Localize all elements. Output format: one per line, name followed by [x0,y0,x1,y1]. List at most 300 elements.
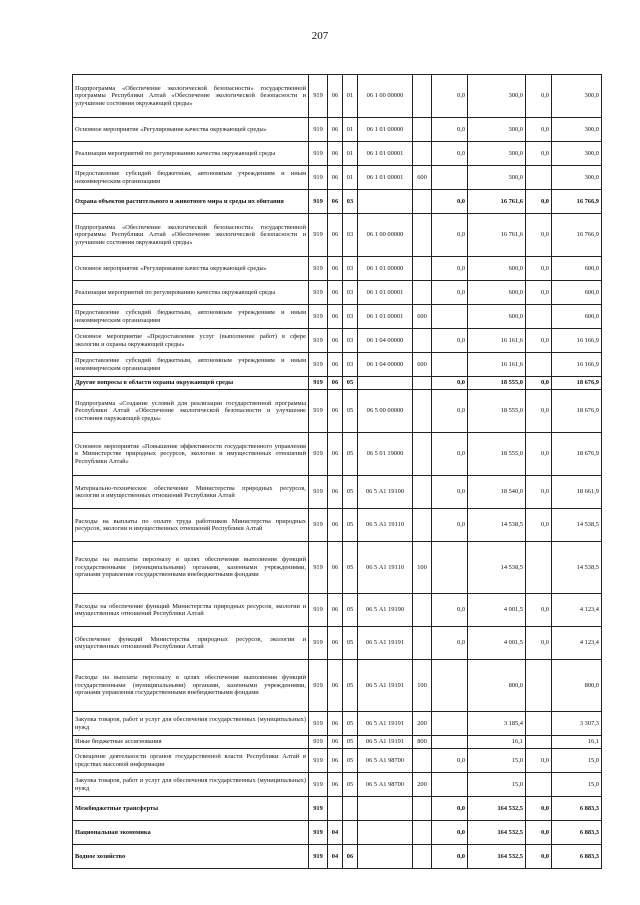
row-section-code: 04 [328,821,343,845]
row-amount-3 [526,712,552,736]
row-section-code: 06 [328,390,343,433]
row-expense-type [413,118,432,142]
row-admin-code: 919 [309,821,328,845]
row-section-code: 06 [328,75,343,118]
row-expense-type [413,476,432,509]
row-target-article: 06 1 01 00001 [358,142,413,166]
row-amount-1 [432,773,468,797]
row-subsection-code: 05 [343,749,358,773]
row-name: Подпрограмма «Создание условий для реализации государственной программы Республики Алтай «Обеспечение экологической безопасности и улучшение состояния окружающей среды» [73,390,309,433]
table-row [73,749,602,773]
row-subsection-code: 01 [343,75,358,118]
table-row [73,353,602,377]
row-target-article: 06 1 01 00001 [358,281,413,305]
table-row [73,712,602,736]
row-subsection-code: 03 [343,353,358,377]
row-amount-2: 4 001,5 [468,627,526,660]
table-row [73,118,602,142]
row-amount-1: 0,0 [432,329,468,353]
row-expense-type: 100 [413,542,432,594]
row-amount-3: 0,0 [526,433,552,476]
row-amount-4: 4 123,4 [552,594,602,627]
row-expense-type [413,749,432,773]
row-admin-code: 919 [309,281,328,305]
row-expense-type [413,845,432,869]
row-amount-2: 15,0 [468,773,526,797]
row-amount-3: 0,0 [526,142,552,166]
row-amount-1: 0,0 [432,476,468,509]
row-subsection-code: 05 [343,627,358,660]
row-amount-1: 0,0 [432,390,468,433]
row-amount-1 [432,305,468,329]
row-subsection-code: 03 [343,281,358,305]
row-name: Реализация мероприятий по регулированию качества окружающей среды [73,281,309,305]
row-section-code: 06 [328,660,343,712]
row-target-article: 06 5 А1 19191 [358,736,413,749]
row-expense-type [413,594,432,627]
row-name: Закупка товаров, работ и услуг для обеспечения государственных (муниципальных) нужд [73,773,309,797]
row-target-article: 06 5 А1 19110 [358,509,413,542]
row-name: Основное мероприятие «Предоставление услуг (выполнение работ) в сфере экологии и охраны окружающей среды» [73,329,309,353]
row-expense-type [413,509,432,542]
row-admin-code: 919 [309,627,328,660]
row-amount-1: 0,0 [432,749,468,773]
table-row [73,433,602,476]
row-admin-code: 919 [309,433,328,476]
row-amount-2: 300,0 [468,166,526,190]
row-target-article: 06 1 01 00000 [358,257,413,281]
row-amount-4: 800,0 [552,660,602,712]
table-row [73,190,602,214]
row-amount-2: 14 538,5 [468,509,526,542]
row-target-article: 06 1 00 00000 [358,214,413,257]
row-amount-2: 18 540,0 [468,476,526,509]
row-amount-1: 0,0 [432,594,468,627]
row-subsection-code: 05 [343,476,358,509]
row-amount-2: 16 761,6 [468,190,526,214]
row-name: Охрана объектов растительного и животного мира и среды их обитания [73,190,309,214]
row-expense-type [413,281,432,305]
row-amount-2: 16 761,6 [468,214,526,257]
row-amount-4: 600,0 [552,305,602,329]
row-admin-code: 919 [309,749,328,773]
row-name: Обеспечение функций Министерства природных ресурсов, экологии и имущественных отношений Республики Алтай [73,627,309,660]
row-amount-3: 0,0 [526,797,552,821]
row-amount-3: 0,0 [526,214,552,257]
row-target-article: 06 1 01 00000 [358,118,413,142]
row-subsection-code [343,797,358,821]
row-amount-3: 0,0 [526,377,552,390]
row-expense-type [413,329,432,353]
row-target-article: 06 1 01 00001 [358,305,413,329]
row-amount-3: 0,0 [526,594,552,627]
row-subsection-code: 05 [343,712,358,736]
row-admin-code: 919 [309,214,328,257]
row-section-code: 06 [328,594,343,627]
row-admin-code: 919 [309,166,328,190]
row-subsection-code: 03 [343,305,358,329]
row-subsection-code: 01 [343,118,358,142]
row-subsection-code: 01 [343,166,358,190]
row-target-article [358,190,413,214]
row-amount-3 [526,542,552,594]
row-amount-4: 3 307,3 [552,712,602,736]
table-row [73,542,602,594]
row-target-article: 06 5 А1 19191 [358,712,413,736]
row-amount-3 [526,305,552,329]
row-amount-2: 14 538,5 [468,542,526,594]
row-name: Предоставление субсидий бюджетным, автономным учреждениям и иным некоммерческим организациям [73,353,309,377]
row-name: Подпрограмма «Обеспечение экологической безопасности» государственной программы Республики Алтай «Обеспечение экологической безопасности и улучшение состояния окружающей среды» [73,75,309,118]
row-amount-2: 16 161,6 [468,329,526,353]
table-row [73,509,602,542]
row-expense-type: 600 [413,353,432,377]
row-expense-type [413,142,432,166]
row-amount-3: 0,0 [526,509,552,542]
row-section-code: 06 [328,166,343,190]
row-section-code: 06 [328,377,343,390]
row-amount-3: 0,0 [526,821,552,845]
row-expense-type: 600 [413,166,432,190]
row-amount-1: 0,0 [432,433,468,476]
row-subsection-code: 05 [343,542,358,594]
row-expense-type: 200 [413,773,432,797]
row-admin-code: 919 [309,660,328,712]
row-section-code: 06 [328,214,343,257]
row-section-code: 06 [328,190,343,214]
row-name: Материально-техническое обеспечение Министерства природных ресурсов, экологии и имущественных отношений Республики Алтай [73,476,309,509]
row-name: Водное хозяйство [73,845,309,869]
row-amount-1 [432,542,468,594]
row-amount-1: 0,0 [432,214,468,257]
row-amount-1: 0,0 [432,797,468,821]
row-section-code: 06 [328,736,343,749]
row-name: Иные бюджетные ассигнования [73,736,309,749]
row-target-article: 06 1 04 00000 [358,353,413,377]
row-amount-2: 18 555,0 [468,390,526,433]
row-amount-2: 164 532,5 [468,845,526,869]
row-amount-4: 300,0 [552,118,602,142]
row-amount-1: 0,0 [432,142,468,166]
table-row [73,821,602,845]
row-section-code: 06 [328,433,343,476]
row-admin-code: 919 [309,377,328,390]
row-section-code: 06 [328,142,343,166]
row-section-code: 06 [328,353,343,377]
row-amount-2: 300,0 [468,75,526,118]
row-admin-code: 919 [309,797,328,821]
row-amount-4: 300,0 [552,75,602,118]
row-target-article: 06 5 А1 19191 [358,660,413,712]
row-amount-3 [526,660,552,712]
row-section-code: 06 [328,476,343,509]
row-amount-4: 6 883,3 [552,797,602,821]
row-amount-1: 0,0 [432,845,468,869]
row-subsection-code: 03 [343,214,358,257]
table-row [73,797,602,821]
row-expense-type [413,797,432,821]
table-row [73,627,602,660]
row-amount-3 [526,166,552,190]
row-target-article: 06 5 А1 19190 [358,594,413,627]
row-subsection-code: 03 [343,329,358,353]
row-amount-4: 15,0 [552,773,602,797]
row-amount-4: 6 883,3 [552,821,602,845]
row-amount-2: 300,0 [468,118,526,142]
row-amount-4: 18 676,9 [552,390,602,433]
row-section-code: 06 [328,627,343,660]
row-expense-type [413,75,432,118]
row-amount-3: 0,0 [526,118,552,142]
table-row [73,390,602,433]
row-amount-2: 800,0 [468,660,526,712]
row-name: Основное мероприятие «Регулирование качества окружающей среды» [73,257,309,281]
row-amount-4: 16 766,9 [552,190,602,214]
row-name: Межбюджетные трансферты [73,797,309,821]
row-admin-code: 919 [309,257,328,281]
row-subsection-code: 03 [343,190,358,214]
row-subsection-code: 05 [343,509,358,542]
row-subsection-code: 03 [343,257,358,281]
table-row [73,377,602,390]
row-section-code: 06 [328,749,343,773]
page-number: 207 [311,30,329,42]
row-admin-code: 919 [309,542,328,594]
table-row [73,845,602,869]
row-subsection-code: 01 [343,142,358,166]
row-amount-4: 14 538,5 [552,542,602,594]
table-row [73,75,602,118]
row-admin-code: 919 [309,118,328,142]
row-name: Основное мероприятие «Повышение эффективности государственного управления в Министерстве природных ресурсов, экологии и имущественных отношений Республики Алтай» [73,433,309,476]
row-section-code: 06 [328,118,343,142]
row-amount-1: 0,0 [432,377,468,390]
row-amount-1: 0,0 [432,190,468,214]
row-target-article: 06 5 А1 98700 [358,749,413,773]
row-admin-code: 919 [309,75,328,118]
table-row [73,281,602,305]
row-admin-code: 919 [309,329,328,353]
row-subsection-code: 05 [343,660,358,712]
row-admin-code: 919 [309,190,328,214]
row-amount-1: 0,0 [432,75,468,118]
table-row [73,660,602,712]
row-subsection-code: 05 [343,773,358,797]
row-target-article: 06 5 А1 19100 [358,476,413,509]
row-name: Реализация мероприятий по регулированию качества окружающей среды [73,142,309,166]
row-expense-type [413,257,432,281]
row-section-code [328,797,343,821]
row-amount-2: 18 555,0 [468,377,526,390]
row-amount-2: 300,0 [468,142,526,166]
row-amount-3 [526,736,552,749]
row-admin-code: 919 [309,845,328,869]
row-amount-2: 600,0 [468,305,526,329]
row-name: Расходы на выплаты по оплате труда работников Министерства природных ресурсов, экологии и имущественных отношений Республики Алтай [73,509,309,542]
table-row [73,142,602,166]
row-subsection-code: 05 [343,594,358,627]
row-admin-code: 919 [309,353,328,377]
row-name: Расходы на выплаты персоналу в целях обеспечения выполнения функций государственными (муниципальными) органами, казенными учреждениями, органами управления государственными внебюджетными фондами [73,542,309,594]
row-amount-2: 16 161,6 [468,353,526,377]
row-expense-type: 100 [413,660,432,712]
row-expense-type: 800 [413,736,432,749]
row-section-code: 06 [328,509,343,542]
row-expense-type [413,433,432,476]
row-section-code: 06 [328,281,343,305]
row-subsection-code: 05 [343,736,358,749]
row-amount-4: 18 676,9 [552,433,602,476]
row-name: Закупка товаров, работ и услуг для обеспечения государственных (муниципальных) нужд [73,712,309,736]
row-name: Основное мероприятие «Регулирование качества окружающей среды» [73,118,309,142]
row-name: Другие вопросы в области охраны окружающей среды [73,377,309,390]
row-name: Освещение деятельности органов государственной власти Республики Алтай в средствах массовой информации [73,749,309,773]
budget-table-body [73,75,602,869]
row-target-article: 06 1 01 00001 [358,166,413,190]
row-amount-3: 0,0 [526,257,552,281]
row-name: Предоставление субсидий бюджетным, автономным учреждениям и иным некоммерческим организациям [73,166,309,190]
row-amount-1: 0,0 [432,627,468,660]
row-amount-4: 18 676,9 [552,377,602,390]
row-amount-1 [432,166,468,190]
row-admin-code: 919 [309,476,328,509]
row-target-article [358,797,413,821]
row-amount-2: 600,0 [468,257,526,281]
row-amount-4: 16 766,9 [552,214,602,257]
row-section-code: 06 [328,305,343,329]
row-amount-1: 0,0 [432,257,468,281]
table-row [73,329,602,353]
row-target-article [358,377,413,390]
table-row [73,257,602,281]
row-admin-code: 919 [309,390,328,433]
row-name: Предоставление субсидий бюджетным, автономным учреждениям и иным некоммерческим организациям [73,305,309,329]
row-amount-3: 0,0 [526,329,552,353]
table-row [73,476,602,509]
row-admin-code: 919 [309,509,328,542]
row-amount-4: 16 166,9 [552,353,602,377]
table-row [73,736,602,749]
row-amount-2: 600,0 [468,281,526,305]
row-section-code: 06 [328,257,343,281]
row-amount-1 [432,660,468,712]
row-amount-4: 15,0 [552,749,602,773]
row-amount-4: 600,0 [552,281,602,305]
row-section-code: 04 [328,845,343,869]
row-expense-type [413,821,432,845]
row-amount-3: 0,0 [526,476,552,509]
row-admin-code: 919 [309,594,328,627]
row-admin-code: 919 [309,736,328,749]
row-amount-4: 18 661,9 [552,476,602,509]
row-expense-type [413,190,432,214]
row-target-article: 06 1 04 00000 [358,329,413,353]
row-expense-type [413,627,432,660]
row-amount-1 [432,712,468,736]
row-amount-3: 0,0 [526,281,552,305]
row-amount-4: 4 123,4 [552,627,602,660]
row-expense-type [413,377,432,390]
row-amount-2: 164 532,5 [468,821,526,845]
row-expense-type [413,390,432,433]
row-amount-3: 0,0 [526,749,552,773]
row-admin-code: 919 [309,712,328,736]
row-target-article [358,821,413,845]
row-amount-3: 0,0 [526,190,552,214]
row-subsection-code [343,821,358,845]
row-admin-code: 919 [309,773,328,797]
table-row [73,214,602,257]
row-section-code: 06 [328,542,343,594]
budget-table [72,74,602,869]
row-name: Национальная экономика [73,821,309,845]
row-amount-4: 600,0 [552,257,602,281]
row-amount-2: 4 001,5 [468,594,526,627]
row-name: Расходы на выплаты персоналу в целях обеспечения выполнения функций государственными (муниципальными) органами, казенными учреждениями, органами управления государственными внебюджетными фондами [73,660,309,712]
row-target-article: 06 5 А1 19110 [358,542,413,594]
table-row [73,773,602,797]
row-amount-1: 0,0 [432,821,468,845]
row-amount-2: 16,1 [468,736,526,749]
row-target-article: 06 5 А1 98700 [358,773,413,797]
row-name: Расходы на обеспечение функций Министерства природных ресурсов, экологии и имущественных отношений Республики Алтай [73,594,309,627]
row-name: Подпрограмма «Обеспечение экологической безопасности» государственной программы Республики Алтай «Обеспечение экологической безопасности и улучшение состояния окружающей среды» [73,214,309,257]
row-target-article [358,845,413,869]
row-admin-code: 919 [309,142,328,166]
row-target-article: 06 5 00 00000 [358,390,413,433]
row-amount-1: 0,0 [432,281,468,305]
row-amount-2: 15,0 [468,749,526,773]
row-amount-4: 300,0 [552,166,602,190]
row-amount-1 [432,736,468,749]
row-section-code: 06 [328,329,343,353]
row-amount-2: 164 532,5 [468,797,526,821]
table-row [73,166,602,190]
row-amount-4: 6 883,3 [552,845,602,869]
row-amount-1: 0,0 [432,509,468,542]
row-amount-3: 0,0 [526,845,552,869]
row-amount-3 [526,353,552,377]
row-admin-code: 919 [309,305,328,329]
row-amount-3: 0,0 [526,75,552,118]
table-row [73,305,602,329]
row-expense-type: 200 [413,712,432,736]
row-amount-3 [526,773,552,797]
row-subsection-code: 05 [343,377,358,390]
row-amount-1: 0,0 [432,118,468,142]
row-amount-3: 0,0 [526,390,552,433]
row-subsection-code: 06 [343,845,358,869]
row-subsection-code: 05 [343,433,358,476]
row-amount-4: 14 538,5 [552,509,602,542]
row-amount-3: 0,0 [526,627,552,660]
row-target-article: 06 1 00 00000 [358,75,413,118]
row-amount-4: 300,0 [552,142,602,166]
row-amount-2: 18 555,0 [468,433,526,476]
row-target-article: 06 5 А1 19191 [358,627,413,660]
row-target-article: 06 5 01 19000 [358,433,413,476]
row-section-code: 06 [328,773,343,797]
row-expense-type [413,214,432,257]
row-expense-type: 600 [413,305,432,329]
row-amount-1 [432,353,468,377]
row-amount-4: 16 166,9 [552,329,602,353]
row-amount-2: 3 185,4 [468,712,526,736]
table-row [73,594,602,627]
row-section-code: 06 [328,712,343,736]
row-subsection-code: 05 [343,390,358,433]
row-amount-4: 16,1 [552,736,602,749]
